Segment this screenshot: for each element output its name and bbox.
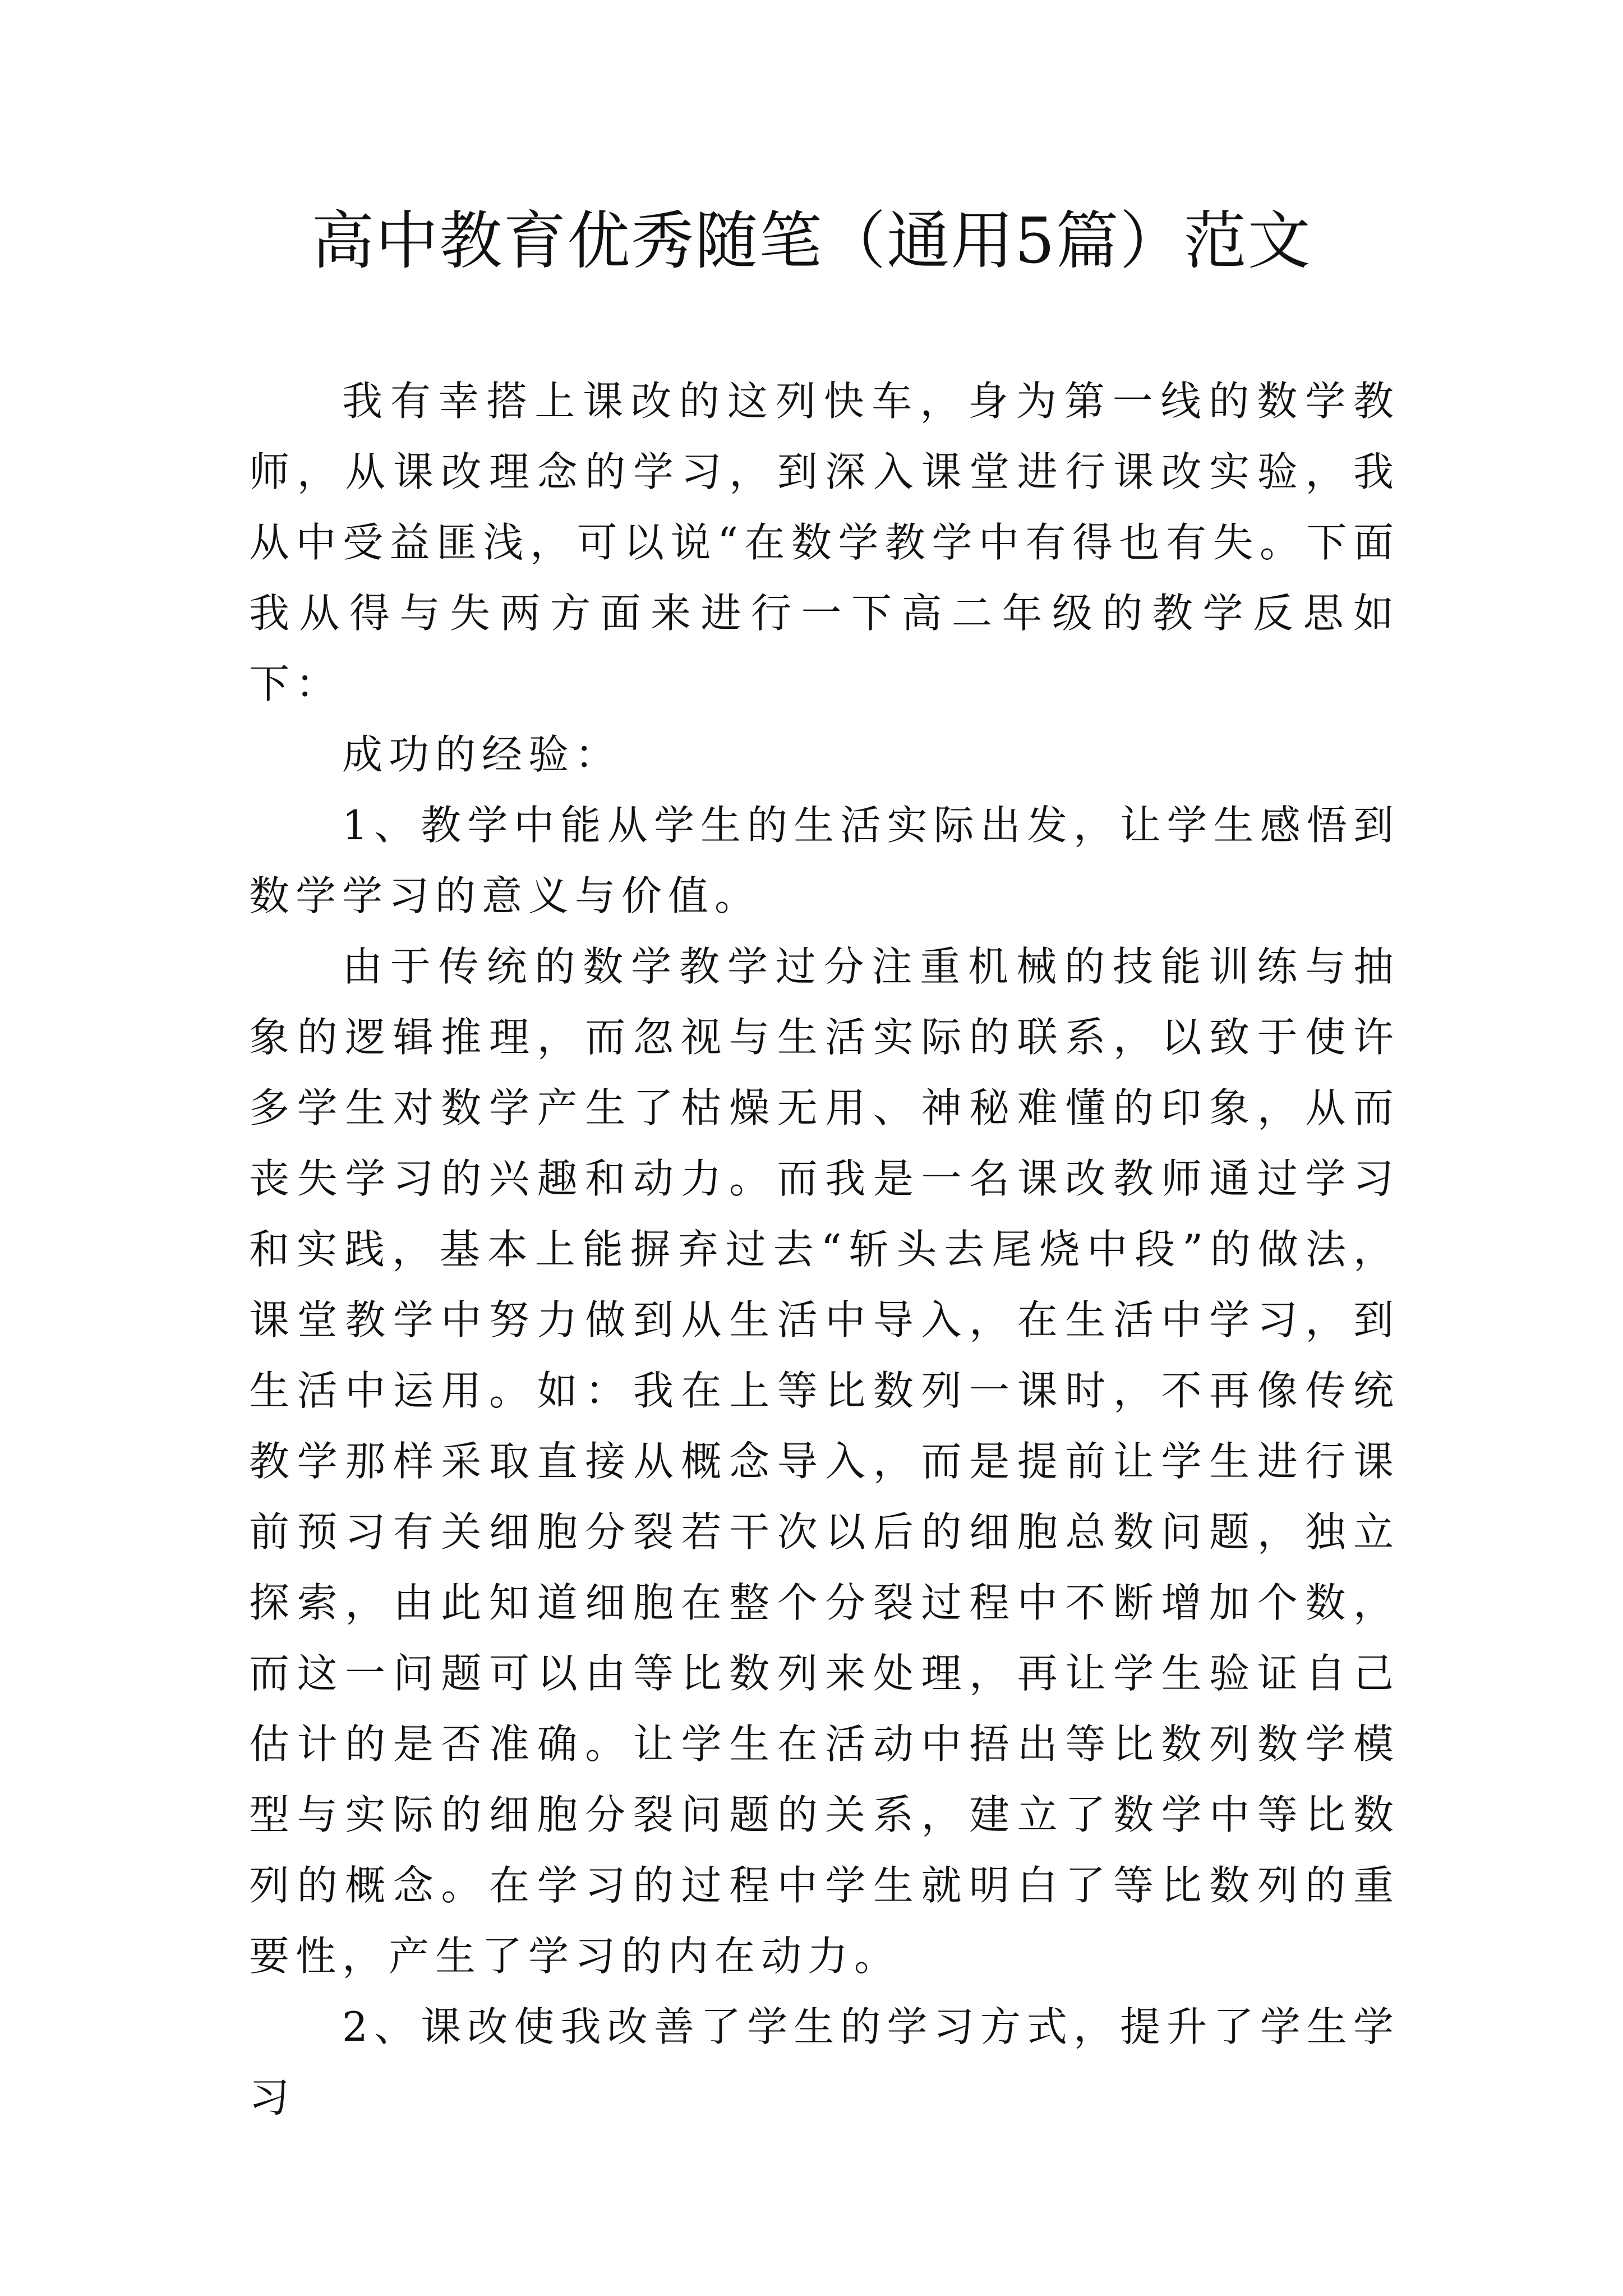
paragraph-intro: 我有幸搭上课改的这列快车，身为第一线的数学教师，从课改理念的学习，到深入课堂进行课改实验，我从中受益匪浅，可以说“在数学教学中有得也有失。下面我从得与失两方面来进行一下高二年级的教学反思如下： <box>249 378 1400 707</box>
paragraph-point-1-detail: 由于传统的数学教学过分注重机械的技能训练与抽象的逻辑推理，而忽视与生活实际的联系，以致于使许多学生对数学产生了枯燥无用、神秘难懂的印象，从而丧失学习的兴趣和动力。而我是一名课改教师通过学习和实践，基本上能摒弃过去“斩头去尾烧中段”的做法，课堂教学中努力做到从生活中导入，在生活中学习，到生活中运用。如：我在上等比数列一课时，不再像传统教学那样采取直接从概念导入，而是提前让学生进行课前预习有关细胞分裂若干次以后的细胞总数问题，独立探索，由此知道细胞在整个分裂过程中不断增加个数，而这一问题可以由等比数列来处理，再让学生验证自己估计的是否准确。让学生在活动中捂出等比数列数学模型与实际的细胞分裂问题的关系，建立了数学中等比数列的概念。在学习的过程中学生就明白了等比数列的重要性，产生了学习的内在动力。 <box>249 943 1400 1980</box>
document-body <box>249 366 1400 2133</box>
paragraph-point-1: 1、教学中能从学生的生活实际出发，让学生感悟到数学学习的意义与价值。 <box>249 802 1400 919</box>
document-title: 高中教育优秀随笔（通用5篇）范文 <box>311 205 1312 278</box>
paragraph-point-2: 2、课改使我改善了学生的学习方式，提升了学生学习 <box>249 2003 1400 2121</box>
paragraph-success-heading: 成功的经验： <box>342 731 622 778</box>
